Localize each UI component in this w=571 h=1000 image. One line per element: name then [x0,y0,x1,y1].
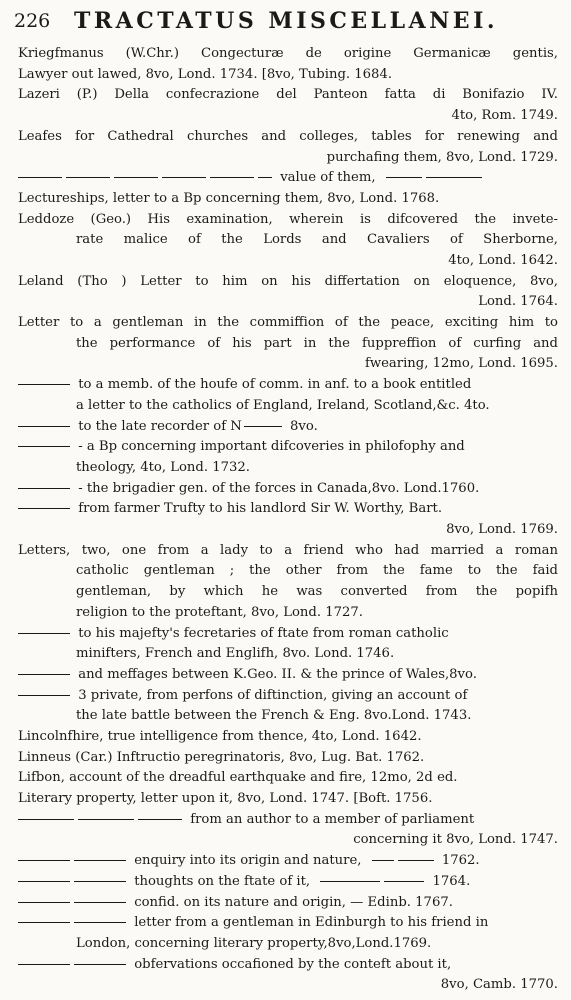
ditto-dash [78,819,134,820]
ditto-dash [18,384,70,385]
ditto-dash [18,674,70,675]
text-line [18,955,558,976]
running-title: TRACTATUS MISCELLANEI. [74,8,499,34]
text-fragment: to the late recorder of N [78,418,242,434]
text-line: rate malice of the Lords and Cavaliers of Sherborne, [76,232,558,248]
text-fragment: letter from a gentleman in Edinburgh to his friend in [134,915,489,931]
text-line: fwearing, 12mo, Lond. 1695. [364,356,558,372]
text-fragment: from an author to a member of parliament [190,811,475,827]
ditto-dash [18,633,70,634]
text-fragment: thoughts on the ftate of it, [134,873,311,889]
text-line: the late battle between the French & Eng. 8vo.Lond. 1743. [76,708,472,724]
text-line: Leafes for Cathedral churches and colleges, tables for renewing and [18,128,558,144]
text-line [18,417,558,438]
text-fragment: - the brigadier gen. of the forces in Canada,8vo. Lond.1760. [78,480,480,496]
page-number: 226 [14,10,51,32]
text-line [18,872,558,893]
text-line: Letters, two, one from a lady to a friend who had married a roman [18,542,558,558]
text-line [18,624,558,645]
text-line: 8vo, Lond. 1769. [446,522,558,537]
ditto-dash [18,922,70,923]
ditto-dash [74,860,126,861]
text-line: theology, 4to, Lond. 1732. [76,459,250,475]
ditto-dash [18,446,70,447]
ditto-dash [18,881,70,882]
ditto-dash [66,177,110,178]
text-line: religion to the proteftant, 8vo, Lond. 1727. [76,604,363,620]
text-line: Kriegfmanus (W.Chr.) Congecturæ de origine Germanicæ gentis, [18,46,558,61]
ditto-dash [18,177,62,178]
text-fragment: obfervations occafioned by the conteft about it, [134,956,452,972]
ditto-dash [18,488,70,489]
ditto-dash [138,819,182,820]
text-line: Lazeri (P.) Della confecrazione del Panteon fatta di Bonifazio IV. [18,87,558,103]
text-line [18,437,558,458]
text-line [18,913,558,934]
ditto-dash [18,695,70,696]
ditto-dash [18,902,70,903]
ditto-dash [258,177,272,178]
text-line: concerning it 8vo, Lond. 1747. [353,832,558,848]
text-line: the performance of his part in the fuppreffion of curfing and [76,335,558,351]
text-line [18,686,558,707]
ditto-dash [74,902,126,903]
text-line: catholic gentleman ; the other from the fame to the faid [76,563,558,579]
ditto-dash [398,860,434,861]
ditto-dash [210,177,254,178]
text-line: Leland (Tho ) Letter to him on his differtation on eloquence, 8vo, [18,273,558,289]
text-fragment: to a memb. of the houfe of comm. in anf. to a book entitled [78,377,472,393]
text-line: Lectureships, letter to a Bp concerning them, 8vo, Lond. 1768. [18,190,440,206]
ditto-dash [244,426,282,427]
text-line [18,851,558,872]
text-line: Lawyer out lawed, 8vo, Lond. 1734. [8vo, Tubing. 1684. [18,66,393,82]
text-fragment: to his majefty's fecretaries of ftate from roman catholic [78,625,449,641]
text-line: London, concerning literary property,8vo,Lond.1769. [76,935,432,951]
ditto-dash [74,881,126,882]
text-line: 4to, Lond. 1642. [448,253,558,268]
ditto-dash [18,964,70,965]
ditto-dash [320,881,380,882]
text-line [18,168,558,189]
text-line: Lond. 1764. [478,294,558,310]
ditto-dash [114,177,158,178]
text-line: purchafing them, 8vo, Lond. 1729. [326,149,558,165]
ditto-dash [18,819,74,820]
text-line: Lifbon, account of the dreadful earthquake and fire, 12mo, 2d ed. [18,770,458,786]
text-line [18,810,558,831]
text-line: Literary property, letter upon it, 8vo, Lond. 1747. [Boft. 1756. [18,791,433,806]
text-fragment: 8vo. [290,418,318,434]
text-fragment: 1764. [432,873,471,889]
text-line: 4to, Rom. 1749. [451,108,558,124]
text-line: Lincolnfhire, true intelligence from thence, 4to, Lond. 1642. [18,729,422,744]
ditto-dash [18,508,70,509]
ditto-dash [372,860,394,861]
text-line [18,479,558,500]
ditto-dash [162,177,206,178]
text-line [18,665,558,686]
text-line [18,499,558,520]
text-fragment: - a Bp concerning important difcoveries in philofophy and [78,439,465,455]
text-line: a letter to the catholics of England, Ireland, Scotland,&c. 4to. [76,397,490,413]
ditto-dash [74,964,126,965]
ditto-dash [18,860,70,861]
text-line: Leddoze (Geo.) His examination, wherein is difcovered the invete- [18,211,558,227]
text-line: gentleman, by which he was converted from the popifh [76,584,558,600]
text-line: 8vo, Camb. 1770. [440,977,558,993]
text-fragment: 3 private, from perfons of diftinction, giving an account of [78,687,468,703]
text-line [18,375,558,396]
text-line: minifters, French and Englifh, 8vo. Lond. 1746. [76,646,395,662]
ditto-dash [386,177,422,178]
ditto-dash [384,881,424,882]
text-fragment: 1762. [441,853,480,869]
ditto-dash [18,426,70,427]
text-fragment: from farmer Trufty to his landlord Sir W. Worthy, Bart. [78,501,443,517]
text-fragment: value of them, [280,170,376,186]
ditto-dash [426,177,482,178]
ditto-dash [74,922,126,923]
text-fragment: and meffages between K.Geo. II. & the prince of Wales,8vo. [78,666,477,682]
text-line: Letter to a gentleman in the commiffion of the peace, exciting him to [18,315,558,330]
text-fragment: enquiry into its origin and nature, [134,853,362,869]
text-line [18,893,558,914]
text-fragment: confid. on its nature and origin, — Edinb. 1767. [134,894,453,910]
text-line: Linneus (Car.) Inftructio peregrinatoris, 8vo, Lug. Bat. 1762. [18,749,425,765]
